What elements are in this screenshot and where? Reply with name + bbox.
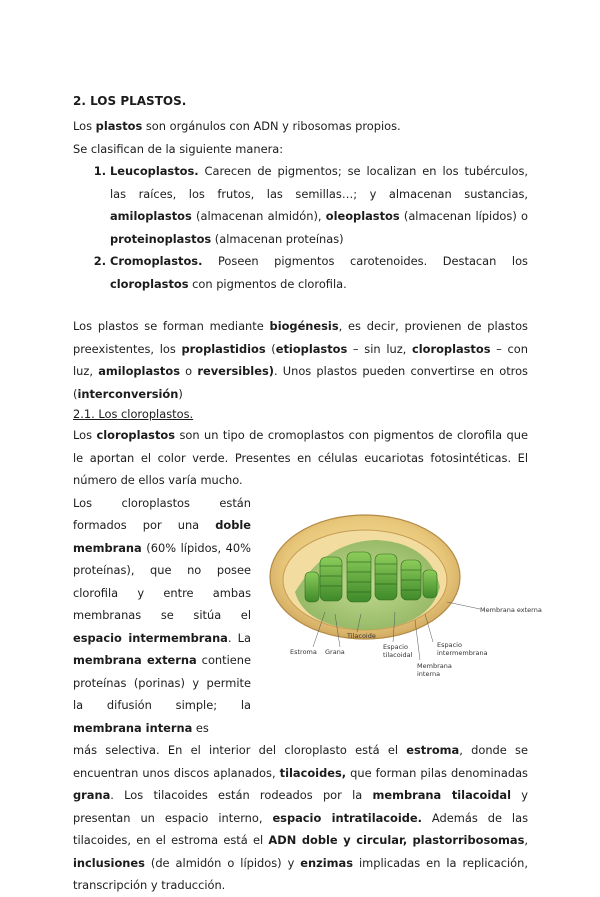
intro-line-2: Se clasifican de la siguiente manera: <box>73 141 284 156</box>
label-grana: Grana <box>325 647 345 656</box>
estroma-paragraph: más selectiva. En el interior del cloroplasto está el estroma, donde se encuentran unos discos aplanados, tilacoides, que forman pilas denominadas grana. Los tilacoides están rodeados por la membrana tilacoidal y presentan un espacio interno, espacio intratilacoide. Además de las tilacoides, en el estroma está el ADN doble y circular, plastorribosomas, inclusiones (de almidón o lípidos) y enzimas implicadas en la replicación, transcripción y traducción. <box>73 743 529 892</box>
label-estroma: Estroma <box>290 647 317 656</box>
plastid-list <box>73 160 528 295</box>
label-espacio-inter-1: Espacio <box>437 640 462 649</box>
cloroplastos-intro: Los cloroplastos son un tipo de cromoplastos con pigmentos de clorofila que le aportan el color verde. Presentes en células eucariotas fotosintéticas. El número de ellos varía mucho. <box>73 428 529 487</box>
document-page <box>73 92 542 897</box>
membrane-section <box>73 492 542 740</box>
biogenesis-paragraph: Los plastos se forman mediante biogénesis, es decir, provienen de plastos preexistentes, los proplastidios (etioplastos – sin luz, cloroplastos – con luz, amiloplastos o reversibles). Unos plastos pueden convertirse en otros (interconversión) <box>73 319 528 401</box>
label-membrana-interna-2: interna <box>417 669 441 678</box>
subsection-heading: 2.1. Los cloroplastos. <box>73 407 194 421</box>
list-item-leucoplastos: 1. Leucoplastos. Carecen de pigmentos; se localizan en los tubérculos, las raíces, los frutos, las semillas…; y almacenan sustancias, amiloplastos (almacenan almidón), oleoplastos (almacenan lípidos) o proteinoplastos (almacenan proteínas) <box>110 160 528 250</box>
label-espacio-inter-2: intermembrana <box>437 648 488 657</box>
list-item-cromoplastos: 2. Cromoplastos. Poseen pigmentos carotenoides. Destacan los cloroplastos con pigmentos de clorofila. <box>110 250 528 295</box>
label-espacio-tilacoidal-2: tilacoidal <box>383 650 413 659</box>
label-espacio-tilacoidal-1: Espacio <box>383 642 408 651</box>
section-heading: 2. LOS PLASTOS. <box>73 94 187 108</box>
label-tilacoide: Tilacoide <box>347 631 376 640</box>
label-membrana-interna-1: Membrana <box>417 661 452 670</box>
membrana-paragraph: Los cloroplastos están formados por una doble membrana (60% lípidos, 40% proteínas), que no posee clorofila y entre ambas membranas se sitúa el espacio intermembrana. La membrana externa contiene proteínas (porinas) y permite la difusión simple; la membrana interna es <box>73 495 251 735</box>
label-membrana-externa: Membrana externa <box>480 605 542 614</box>
chloroplast-diagram <box>265 502 542 692</box>
intro-line-1: Los plastos son orgánulos con ADN y ribosomas propios. <box>73 119 401 133</box>
